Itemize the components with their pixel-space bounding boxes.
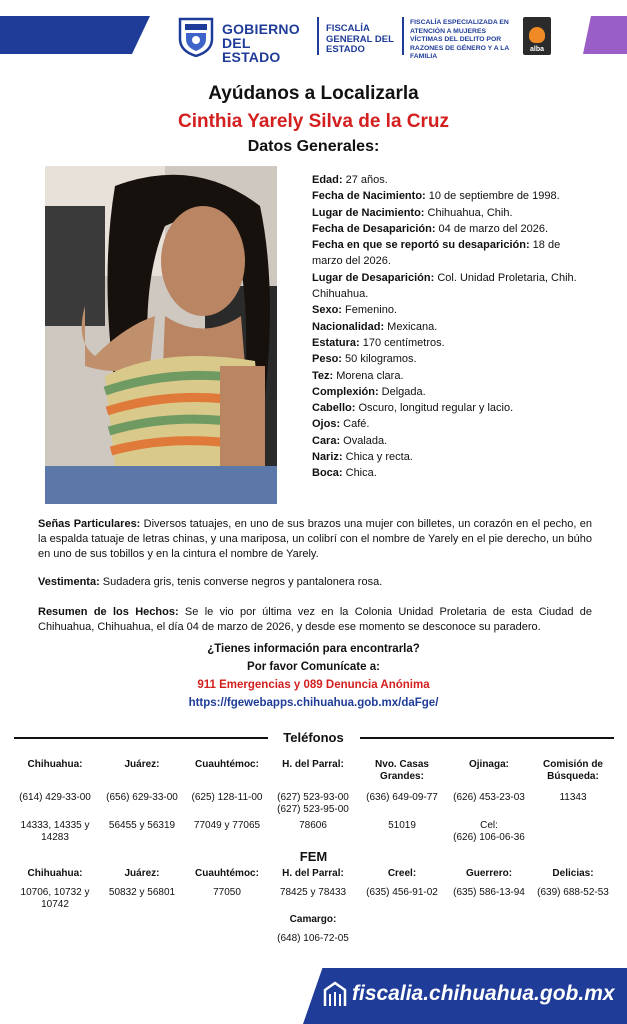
comunicate-text: Por favor Comunícate a: [247,661,380,673]
fiscalia-especializada-label: FISCALÍA ESPECIALIZADA EN ATENCIÓN A MUJERES VÍCTIMAS DEL DELITO POR RAZONES DE GÉNERO Y A LA FAMILIA [410,19,510,60]
dato-label: Cabello: [312,402,356,415]
fem-city-header: Creel: [387,868,417,879]
dato-label: Complexión: [312,385,379,398]
fem-city-header: H. del Parral: [282,868,344,879]
dato-label: Fecha de Nacimiento: [312,190,426,203]
phone-city-header: Comisión de Búsqueda: [542,759,603,782]
dato-row [312,351,582,367]
dato-label: Boca: [312,467,343,480]
senas-particulares [38,517,592,562]
fem-city-header: Cuauhtémoc: [195,868,259,879]
section-title: Datos Generales: [247,138,380,155]
dato-row [312,384,582,400]
fem-phone: (635) 586-13-94 [453,887,525,898]
person-photo [45,166,277,504]
dato-label: Estatura: [312,336,360,349]
phone-number: (656) 629-33-00 [106,792,178,803]
state-seal-icon [178,15,214,57]
dato-row [312,237,582,270]
fem-phone: (639) 688-52-53 [537,887,609,898]
dato-label: Nariz: [312,451,343,464]
dato-value: 27 años. [342,174,388,186]
dato-label: Cara: [312,434,341,447]
dato-value: 170 centímetros. [359,336,445,349]
dato-value: Col. Unidad Proletaria, Chih. Chihuahua. [312,271,577,301]
info-question: ¿Tienes información para encontrarla? [207,643,420,655]
dato-row [312,416,582,432]
report-link[interactable]: https://fgewebapps.chihuahua.gob.mx/daFge/ [188,697,439,709]
phone-extension: 78606 [299,820,327,831]
dato-label: Peso: [312,353,342,366]
phone-extension: 77049 y 77065 [193,820,261,831]
fiscalia-label: FISCALÍA GENERAL DEL ESTADO [326,23,394,55]
phone-city-header: Ojinaga: [468,759,509,770]
dato-value: 18 de marzo del 2026. [312,239,561,268]
person-photo-illustration [45,166,277,504]
phone-number: 11343 [559,792,587,803]
camargo-phone: (648) 106-72-05 [277,933,349,944]
person-name: Cinthia Yarely Silva de la Cruz [177,111,450,132]
phone-number: (626) 453-23-03 [453,792,525,803]
fem-phone: 10706, 10732 y 10742 [20,887,90,910]
phone-extension: 56455 y 56319 [108,820,176,831]
phone-city-header: Nvo. Casas Grandes: [375,759,429,782]
phone-extension: 51019 [388,820,416,831]
dato-row [312,368,582,384]
alba-flower-icon [529,27,545,43]
fem-city-header: Delicias: [552,868,594,879]
resumen-label: Resumen de los Hechos: [38,606,179,618]
dato-label: Sexo: [312,304,342,317]
dato-value: Mexicana. [384,320,438,333]
alba-logo [523,17,551,55]
emergency-numbers: 911 Emergencias y 089 Denuncia Anónima [197,679,430,691]
dato-row [312,433,582,449]
dato-value: 10 de septiembre de 1998. [425,190,560,203]
fem-phone: (635) 456-91-02 [366,887,438,898]
dato-value: Chica. [342,467,377,480]
header-accent-right [583,16,627,54]
phone-city-header: H. del Parral: [282,759,344,770]
fem-phone: 50832 y 56801 [108,887,176,898]
vestimenta-value: Sudadera gris, tenis converse negros y pantalonera rosa. [99,576,383,588]
dato-value: Femenino. [341,304,397,317]
dato-label: Ojos: [312,418,341,431]
dato-row [312,270,582,303]
phone-city-header: Cuauhtémoc: [195,759,259,770]
dato-row [312,400,582,416]
phone-number: (614) 429-33-00 [19,792,91,803]
header-divider [402,17,404,55]
camargo-header: Camargo: [289,914,337,925]
phone-number: (627) 523-93-00 (627) 523-95-00 [277,792,349,815]
dato-label: Lugar de Desaparición: [312,271,435,284]
phone-extension: Cel: (626) 106-06-36 [453,820,525,843]
dato-label: Fecha de Desaparición: [312,222,436,235]
senas-label: Señas Particulares: [38,518,141,530]
dato-value: Morena clara. [333,369,404,382]
dato-label: Tez: [312,369,334,382]
dato-label: Nacionalidad: [312,320,385,333]
dato-row [312,465,582,481]
phone-city-header: Chihuahua: [27,759,83,770]
header-divider [317,17,319,55]
header-accent-left [0,16,150,54]
datos-list [312,172,582,482]
fem-phone: 77050 [213,887,241,898]
fem-city-header: Guerrero: [465,868,513,879]
dato-label: Lugar de Nacimiento: [312,206,425,219]
senas-value: Diversos tatuajes, en uno de sus brazos una mujer con billetes, un corazón en el pecho, en la espalda tatuaje de letras chinas, y una mariposa, un colibrí con el nombre de Yarely en el pie derecho, un búho en uno de sus tobillos y en la cintura el nombre de Yarely. [38,518,592,560]
vestimenta-label: Vestimenta: [38,576,100,588]
dato-row [312,302,582,318]
fem-city-header: Chihuahua: [27,868,83,879]
dato-row [312,172,582,188]
gobierno-label: GOBIERNO DEL ESTADO [222,21,300,65]
phone-number: (636) 649-09-77 [366,792,438,803]
footer-website[interactable]: fiscalia.chihuahua.gob.mx [352,982,615,1005]
dato-row [312,319,582,335]
phone-number: (625) 128-11-00 [191,792,263,803]
page-title: Ayúdanos a Localizarla [208,83,419,104]
dato-value: Delgada. [378,385,426,398]
resumen-hechos [38,605,592,635]
phone-extension: 14333, 14335 y 14283 [20,820,90,843]
dato-value: Chica y recta. [342,451,413,464]
dato-value: 50 kilogramos. [341,353,417,366]
fem-title: FEM [299,849,328,864]
vestimenta [38,575,592,590]
dato-value: 04 de marzo del 2026. [435,222,549,235]
dato-row [312,188,582,204]
alba-logo-text: alba [529,46,544,53]
web-globe-icon [322,980,348,1008]
fem-city-header: Juárez: [124,868,160,879]
dato-value: Oscuro, longitud regular y lacio. [355,402,514,415]
dato-row [312,205,582,221]
telefonos-title: Teléfonos [283,730,344,745]
resumen-value: Se le vio por última vez en la Colonia Unidad Proletaria de esta Ciudad de Chihuahua, Chihuahua, el día 04 de marzo de 2026, y desde ese momento se desconoce su paradero. [38,606,592,633]
dato-label: Fecha en que se reportó su desaparición: [312,239,530,252]
dato-row [312,449,582,465]
fem-phone: 78425 y 78433 [279,887,347,898]
dato-row [312,335,582,351]
phone-city-header: Juárez: [124,759,160,770]
dato-value: Café. [340,418,370,431]
dato-value: Chihuahua, Chih. [424,206,513,219]
dato-label: Edad: [312,174,343,186]
dato-row [312,221,582,237]
dato-value: Ovalada. [340,434,388,447]
